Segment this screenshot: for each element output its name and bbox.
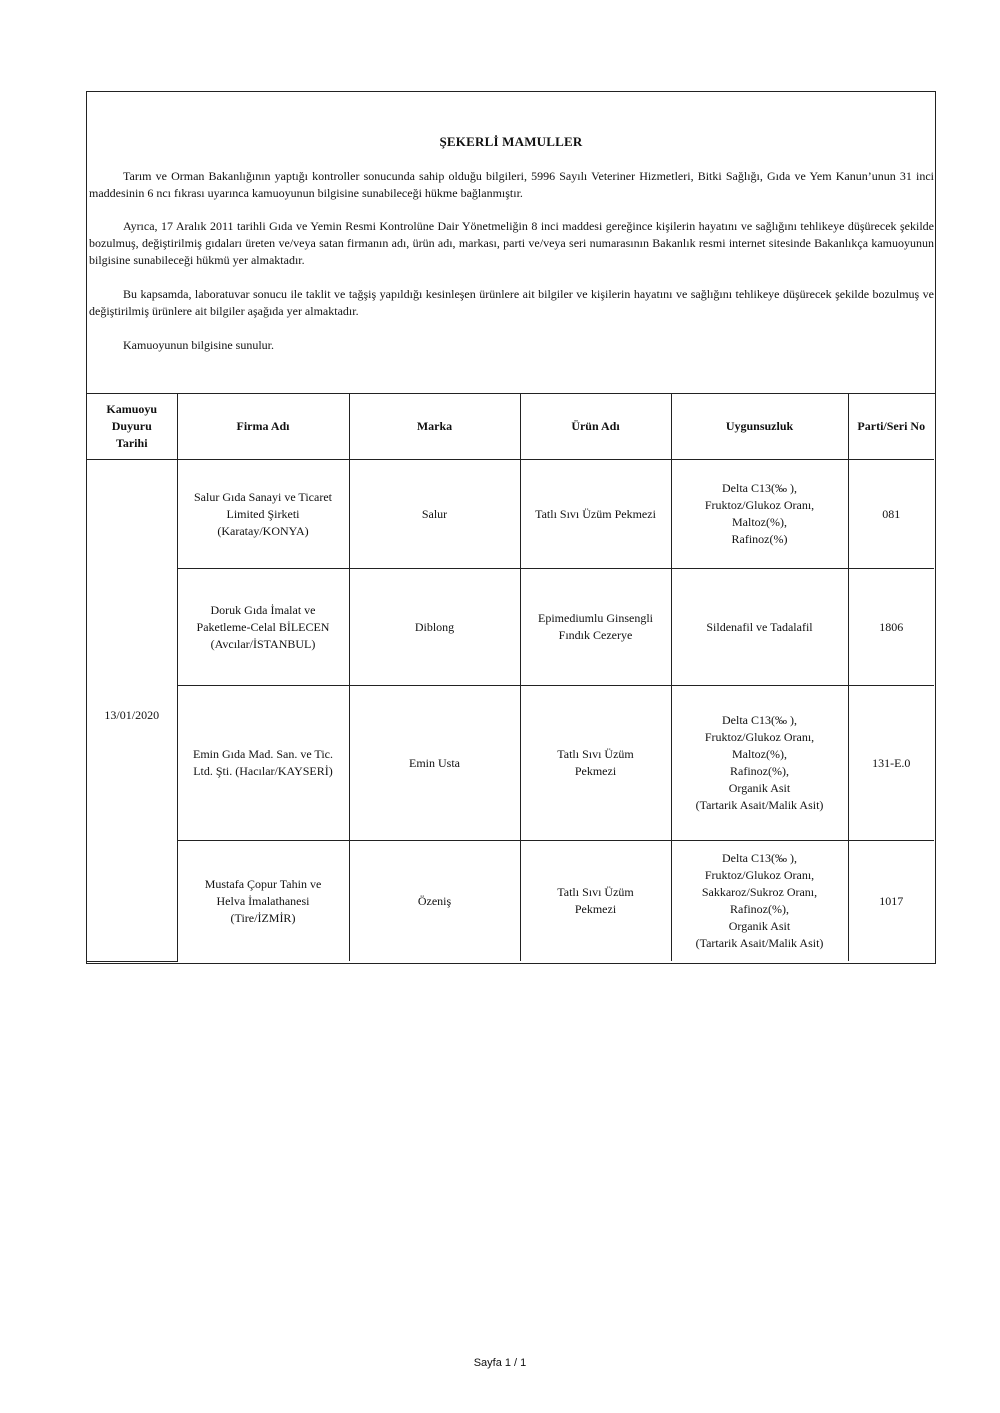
firma-cell: Doruk Gıda İmalat ve Paketleme-Celal BİLECEN (Avcılar/İSTANBUL)	[177, 569, 349, 686]
urun-cell: Tatlı Sıvı Üzüm Pekmezi	[520, 686, 671, 841]
announcement-date-cell	[87, 460, 177, 962]
header-uygunsuzluk: Uygunsuzluk	[671, 393, 848, 460]
header-date: Kamuoyu Duyuru Tarihi	[87, 393, 177, 460]
intro-paragraph-4: Kamuoyunun bilgisine sunulur.	[123, 338, 274, 352]
table-row	[87, 841, 934, 962]
header-marka: Marka	[349, 393, 520, 460]
firma-cell: Salur Gıda Sanayi ve Ticaret Limited Şirketi (Karatay/KONYA)	[177, 460, 349, 569]
announcement-date: 13/01/2020	[104, 708, 160, 722]
uygunsuzluk-cell: Sildenafil ve Tadalafil	[671, 569, 848, 686]
parti-cell: 1806	[848, 569, 934, 686]
products-table	[87, 393, 934, 962]
urun-cell: Tatlı Sıvı Üzüm Pekmezi	[520, 841, 671, 962]
intro-paragraph-3: Bu kapsamda, laboratuvar sonucu ile taklit ve tağşiş yapıldığı kesinleşen ürünlere ait bilgiler ve kişilerin hayatını ve sağlığını tehlikeye düşürecek şekilde bozulmuş ve değiştirilmiş ürünlere ait bilgiler aşağıda yer almaktadır.	[89, 287, 934, 318]
document-title: ŞEKERLİ MAMULLER	[439, 134, 583, 149]
firma-cell: Mustafa Çopur Tahin ve Helva İmalathanesi (Tire/İZMİR)	[177, 841, 349, 962]
document-frame	[86, 91, 936, 964]
page-footer: Sayfa 1 / 1	[473, 1357, 527, 1369]
intro-paragraph-1: Tarım ve Orman Bakanlığının yaptığı kontroller sonucunda sahip olduğu bilgileri, 5996 Sayılı Veteriner Hizmetleri, Bitki Sağlığı, Gıda ve Yem Kanun’unun 31 inci maddesinin 6 ncı fıkrası uyarınca kamuoyunun bilgisine sunabileceği hükme bağlanmıştır.	[89, 169, 934, 200]
marka-cell: Salur	[349, 460, 520, 569]
header-urun: Ürün Adı	[520, 393, 671, 460]
parti-cell: 081	[848, 460, 934, 569]
table-header-row	[87, 393, 934, 460]
uygunsuzluk-cell: Delta C13(‰ ), Fruktoz/Glukoz Oranı, Maltoz(%), Rafinoz(%), Organik Asit (Tartarik Asait/Malik Asit)	[671, 686, 848, 841]
parti-cell: 1017	[848, 841, 934, 962]
marka-cell: Emin Usta	[349, 686, 520, 841]
intro-paragraph-2: Ayrıca, 17 Aralık 2011 tarihli Gıda ve Yemin Resmi Kontrolüne Dair Yönetmeliğin 8 inci maddesi gereğince kişilerin hayatını ve sağlığını tehlikeye düşürecek şekilde bozulmuş, değiştirilmiş gıdaları üreten ve/veya satan firmanın adı, ürün adı, markası, parti ve/veya seri numarasının Bakanlık resmi internet sitesinde Bakanlıkça kamuoyunun bilgisine sunabileceği hükmü yer almaktadır.	[89, 219, 934, 267]
marka-cell: Diblong	[349, 569, 520, 686]
marka-cell: Özeniş	[349, 841, 520, 962]
urun-cell: Epimediumlu Ginsengli Fındık Cezerye	[520, 569, 671, 686]
parti-cell: 131-E.0	[848, 686, 934, 841]
header-parti: Parti/Seri No	[848, 393, 934, 460]
urun-cell: Tatlı Sıvı Üzüm Pekmezi	[520, 460, 671, 569]
header-firma: Firma Adı	[177, 393, 349, 460]
uygunsuzluk-cell: Delta C13(‰ ), Fruktoz/Glukoz Oranı, Sakkaroz/Sukroz Oranı, Rafinoz(%), Organik Asit (Tartarik Asait/Malik Asit)	[671, 841, 848, 962]
table-row	[87, 686, 934, 841]
uygunsuzluk-cell: Delta C13(‰ ), Fruktoz/Glukoz Oranı, Maltoz(%), Rafinoz(%)	[671, 460, 848, 569]
table-row	[87, 569, 934, 686]
firma-cell: Emin Gıda Mad. San. ve Tic. Ltd. Şti. (Hacılar/KAYSERİ)	[177, 686, 349, 841]
intro-section	[87, 92, 935, 394]
table-row	[87, 460, 934, 569]
